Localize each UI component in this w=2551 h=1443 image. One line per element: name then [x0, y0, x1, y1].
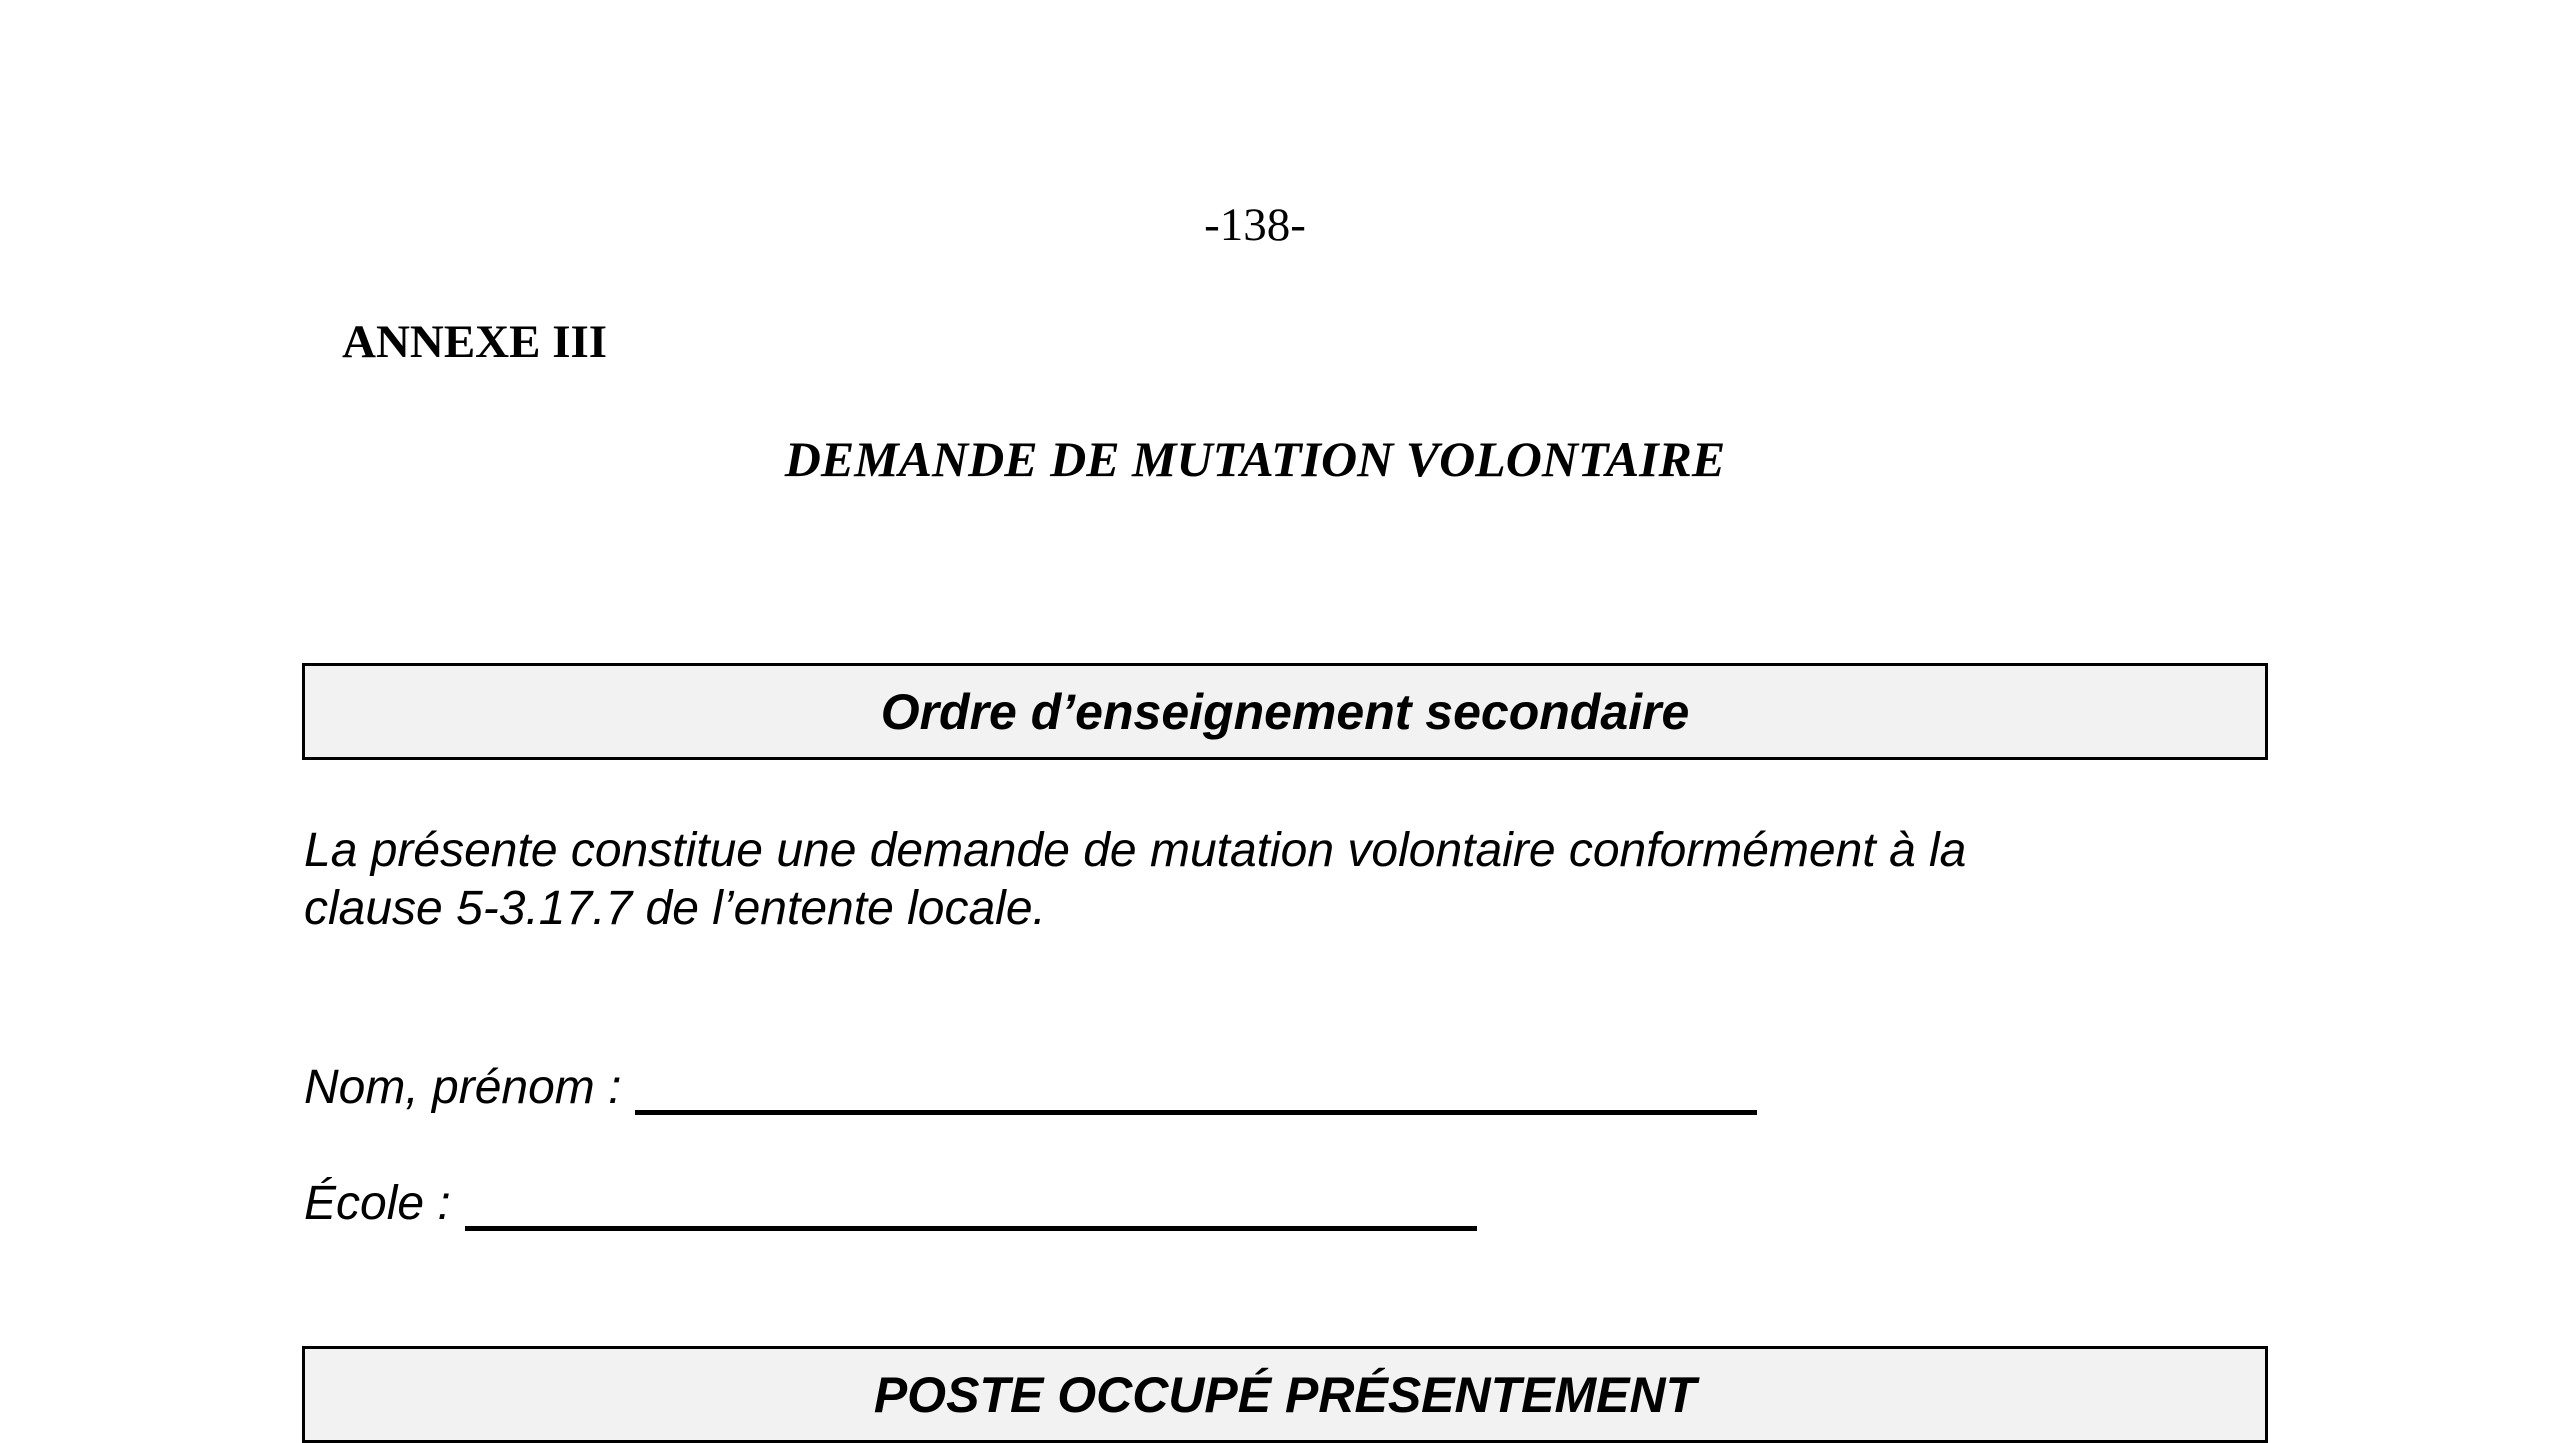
name-field-blank-line[interactable]	[635, 1056, 1757, 1115]
document-title: DEMANDE DE MUTATION VOLONTAIRE	[784, 431, 1726, 487]
intro-line-1: La présente constitue une demande de mutation volontaire conformément à la	[304, 824, 1967, 877]
name-field	[304, 1056, 1757, 1115]
section-poste-box	[302, 1346, 2268, 1443]
intro-line-2: clause 5-3.17.7 de l’entente locale.	[304, 882, 1046, 935]
annex-heading: ANNEXE III	[342, 316, 608, 368]
page-number: -138-	[1204, 199, 1306, 251]
section-order-label: Ordre d’enseignement secondaire	[880, 683, 1690, 740]
section-poste-label: POSTE OCCUPÉ PRÉSENTEMENT	[873, 1366, 1697, 1423]
name-field-label: Nom, prénom :	[304, 1061, 622, 1114]
section-order-box	[302, 663, 2268, 760]
school-field-label: École :	[304, 1177, 451, 1230]
school-field	[304, 1172, 1477, 1231]
school-field-blank-line[interactable]	[465, 1172, 1477, 1231]
intro-paragraph	[304, 822, 2164, 938]
